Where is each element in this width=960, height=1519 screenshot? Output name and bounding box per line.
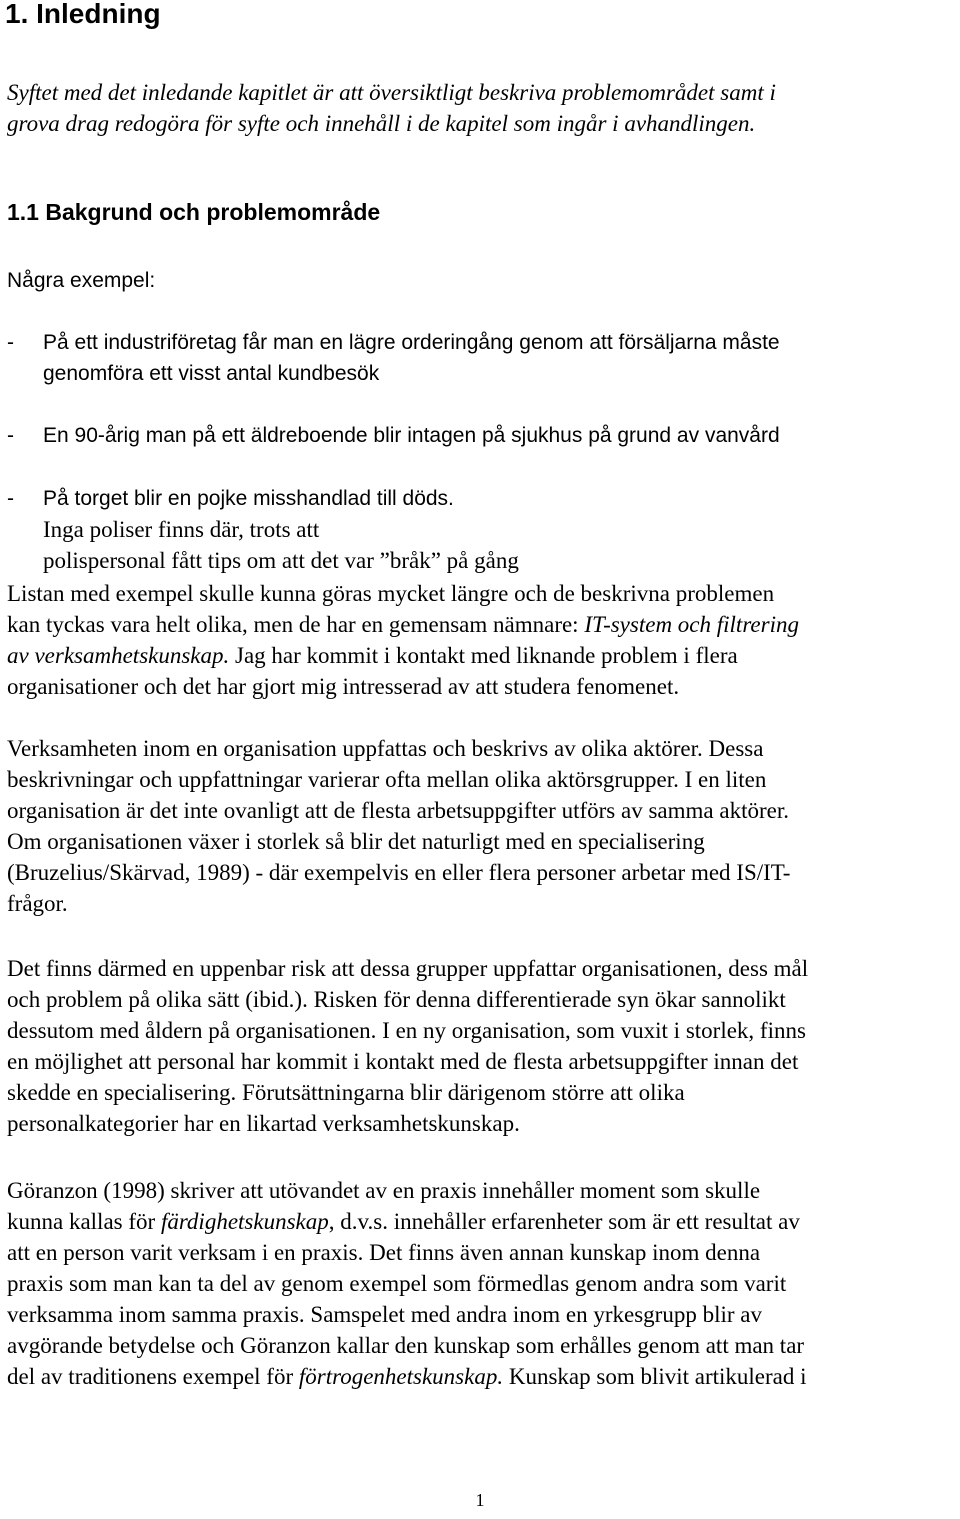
list-item-line: På ett industriföretag får man en lägre orderingång genom att försäljarna måste [43, 331, 780, 354]
text-fragment: del av traditionens exempel för [7, 1364, 299, 1389]
paragraph-line: och problem på olika sätt (ibid.). Risken för denna differentierade syn ökar sannolikt [7, 987, 786, 1012]
paragraph-line: att en person varit verksam i en praxis. Det finns även annan kunskap inom denna [7, 1240, 761, 1265]
text-fragment: , d.v.s. innehåller erfarenheter som är ett resultat av [328, 1209, 800, 1234]
paragraph-line: organisation är det inte ovanligt att de flesta arbetsuppgifter utförs av samma aktörer. [7, 798, 789, 823]
paragraph-line: Om organisationen växer i storlek så blir det naturligt med en specialisering [7, 829, 705, 854]
list-item-text [43, 420, 780, 451]
intro-line: Syftet med det inledande kapitlet är att översiktligt beskriva problemområdet samt i [7, 80, 776, 105]
intro-line: grova drag redogöra för syfte och innehåll i de kapitel som ingår i avhandlingen. [7, 111, 756, 136]
list-item-line: polispersonal fått tips om att det var ”bråk” på gång [43, 548, 519, 573]
emphasized-term: IT-system och filtrering [584, 612, 799, 637]
body-paragraph [7, 733, 957, 919]
paragraph-line: dessutom med åldern på organisationen. I en ny organisation, som vuxit i storlek, finns [7, 1018, 806, 1043]
paragraph-line: organisationer och det har gjort mig intresserad av att studera fenomenet. [7, 674, 680, 699]
example-list-item [7, 483, 957, 573]
paragraph-line [7, 640, 957, 671]
bullet-dash: - [7, 331, 14, 354]
examples-lead: Några exempel: [7, 269, 156, 292]
section-heading: 1.1 Bakgrund och problemområde [7, 199, 381, 225]
paragraph-line [7, 609, 957, 640]
body-paragraph [7, 1175, 957, 1392]
paragraph-line: Listan med exempel skulle kunna göras mycket längre och de beskrivna problemen [7, 581, 775, 606]
text-fragment: Jag har kommit i kontakt med liknande problem i flera [229, 643, 738, 668]
paragraph-line: Verksamheten inom en organisation uppfattas och beskrivs av olika aktörer. Dessa [7, 736, 764, 761]
list-item-fragment: På torget blir en pojke misshandlad till döds. [43, 487, 454, 510]
body-paragraph [7, 578, 957, 702]
emphasized-term: förtrogenhetskunskap. [298, 1364, 504, 1389]
paragraph-line: en möjlighet att personal har kommit i kontakt med de flesta arbetsuppgifter innan det [7, 1049, 799, 1074]
paragraph-line: personalkategorier har en likartad verksamhetskunskap. [7, 1111, 520, 1136]
page-number: 1 [475, 1490, 485, 1510]
example-list-item [7, 420, 957, 451]
list-item-line: En 90-årig man på ett äldreboende blir intagen på sjukhus på grund av vanvård [43, 424, 780, 447]
bullet-dash: - [7, 487, 14, 510]
emphasized-term: färdighetskunskap [160, 1209, 329, 1234]
text-fragment: kunna kallas för [7, 1209, 161, 1234]
paragraph-line [7, 1361, 957, 1392]
text-fragment: Kunskap som blivit artikulerad i [503, 1364, 807, 1389]
paragraph-line: praxis som man kan ta del av genom exempel som förmedlas genom andra som varit [7, 1271, 787, 1296]
example-list-item [7, 327, 957, 389]
list-item-line [43, 483, 519, 545]
paragraph-line: skedde en specialisering. Förutsättningarna blir därigenom större att olika [7, 1080, 685, 1105]
text-fragment: kan tyckas vara helt olika, men de har en gemensam nämnare: [7, 612, 585, 637]
paragraph-line: avgörande betydelse och Göranzon kallar den kunskap som erhålles genom att man tar [7, 1333, 805, 1358]
paragraph-line [7, 1206, 957, 1237]
chapter-heading: 1. Inledning [5, 0, 161, 29]
paragraph-line: frågor. [7, 891, 68, 916]
list-item-fragment: Inga poliser finns där, trots att [43, 517, 320, 542]
paragraph-line: Det finns därmed en uppenbar risk att dessa grupper uppfattar organisationen, dess mål [7, 956, 809, 981]
list-item-text [43, 327, 780, 389]
chapter-intro [7, 77, 957, 139]
bullet-dash: - [7, 424, 14, 447]
emphasized-term: av verksamhetskunskap. [7, 643, 230, 668]
list-item-line: genomföra ett visst antal kundbesök [43, 362, 380, 385]
paragraph-line: (Bruzelius/Skärvad, 1989) - där exempelvis en eller flera personer arbetar med IS/IT- [7, 860, 791, 885]
paragraph-line: Göranzon (1998) skriver att utövandet av en praxis innehåller moment som skulle [7, 1178, 761, 1203]
body-paragraph [7, 953, 957, 1139]
list-item-text [43, 483, 519, 576]
paragraph-line: verksamma inom samma praxis. Samspelet med andra inom en yrkesgrupp blir av [7, 1302, 762, 1327]
paragraph-line: beskrivningar och uppfattningar varierar ofta mellan olika aktörsgrupper. I en liten [7, 767, 767, 792]
